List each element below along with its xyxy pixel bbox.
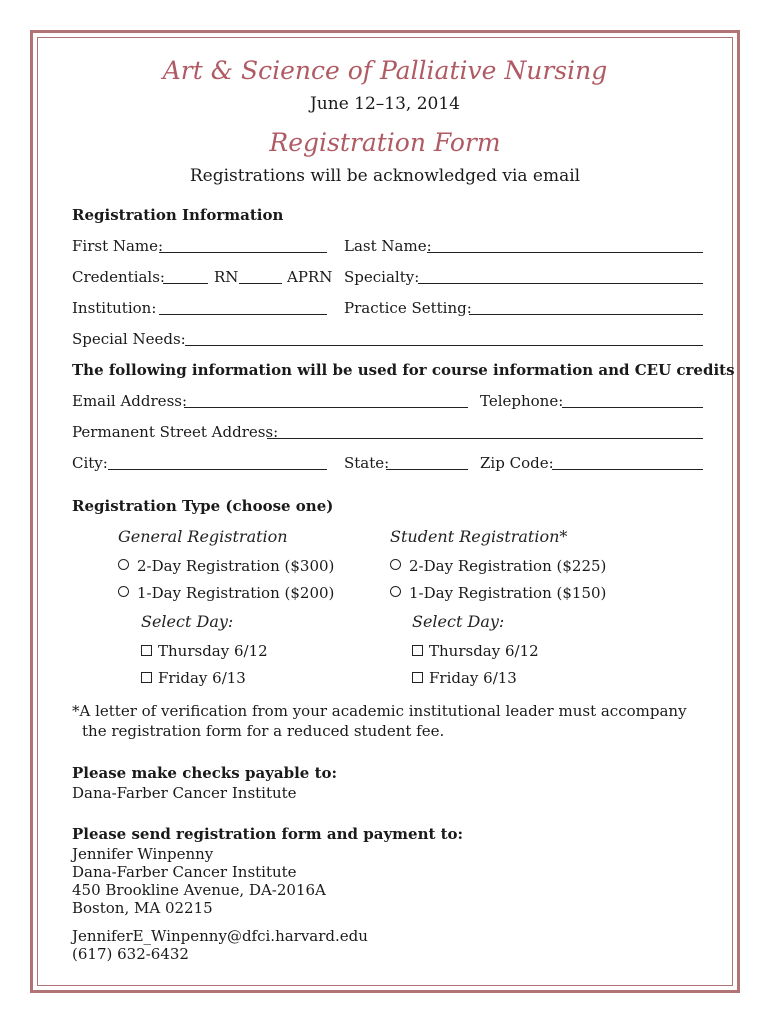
city-label: City:: [72, 454, 108, 472]
general-select-day-label: Select Day:: [141, 612, 234, 631]
practice-setting-label: Practice Setting:: [344, 299, 472, 317]
ceu-info-heading: The following information will be used for course information and CEU credits: [72, 361, 735, 379]
radio-icon[interactable]: [390, 559, 401, 570]
rn-label: RN: [214, 268, 239, 286]
state-label: State:: [344, 454, 390, 472]
payee-name: Dana-Farber Cancer Institute: [72, 784, 297, 802]
first-name-label: First Name:: [72, 237, 164, 255]
zip-label: Zip Code:: [480, 454, 554, 472]
checkbox-icon[interactable]: [412, 645, 423, 656]
general-friday-option[interactable]: Friday 6/13: [141, 669, 246, 687]
form-title: Registration Form: [269, 128, 501, 157]
payable-heading: Please make checks payable to:: [72, 764, 338, 782]
special-needs-label: Special Needs:: [72, 330, 186, 348]
event-title: Art & Science of Palliative Nursing: [162, 56, 608, 85]
checkbox-icon[interactable]: [141, 672, 152, 683]
recipient-street: 450 Brookline Avenue, DA-2016A: [72, 881, 326, 899]
practice-setting-field[interactable]: [469, 314, 703, 315]
credentials-label: Credentials:: [72, 268, 165, 286]
student-thursday-option[interactable]: Thursday 6/12: [412, 642, 539, 660]
general-registration-title: General Registration: [118, 527, 288, 546]
send-to-heading: Please send registration form and payment to:: [72, 825, 464, 843]
recipient-org: Dana-Farber Cancer Institute: [72, 863, 297, 881]
registration-info-heading: Registration Information: [72, 206, 284, 224]
student-note-line2: the registration form for a reduced student fee.: [82, 722, 445, 740]
specialty-label: Specialty:: [344, 268, 420, 286]
zip-field[interactable]: [552, 469, 703, 470]
general-1day-option[interactable]: 1-Day Registration ($200): [118, 584, 334, 602]
radio-icon[interactable]: [118, 559, 129, 570]
city-field[interactable]: [108, 469, 327, 470]
student-1day-option[interactable]: 1-Day Registration ($150): [390, 584, 606, 602]
general-thursday-option[interactable]: Thursday 6/12: [141, 642, 268, 660]
general-2day-option[interactable]: 2-Day Registration ($300): [118, 557, 334, 575]
institution-label: Institution:: [72, 299, 157, 317]
last-name-field[interactable]: [427, 252, 703, 253]
aprn-credential-field[interactable]: [239, 283, 282, 284]
checkbox-icon[interactable]: [141, 645, 152, 656]
specialty-field[interactable]: [418, 283, 703, 284]
email-field[interactable]: [184, 407, 468, 408]
state-field[interactable]: [386, 469, 468, 470]
radio-icon[interactable]: [390, 586, 401, 597]
street-address-label: Permanent Street Address:: [72, 423, 279, 441]
last-name-label: Last Name:: [344, 237, 432, 255]
event-dates: June 12–13, 2014: [309, 94, 460, 114]
student-select-day-label: Select Day:: [412, 612, 505, 631]
email-label: Email Address:: [72, 392, 188, 410]
street-address-field[interactable]: [267, 438, 703, 439]
student-registration-title: Student Registration*: [390, 527, 568, 546]
telephone-label: Telephone:: [480, 392, 564, 410]
special-needs-field[interactable]: [185, 345, 703, 346]
student-2day-option[interactable]: 2-Day Registration ($225): [390, 557, 606, 575]
recipient-name: Jennifer Winpenny: [72, 845, 214, 863]
acknowledgement-text: Registrations will be acknowledged via email: [189, 166, 581, 186]
radio-icon[interactable]: [118, 586, 129, 597]
first-name-field[interactable]: [159, 252, 327, 253]
registration-type-heading: Registration Type (choose one): [72, 497, 334, 515]
aprn-label: APRN: [287, 268, 333, 286]
student-friday-option[interactable]: Friday 6/13: [412, 669, 517, 687]
recipient-city: Boston, MA 02215: [72, 899, 213, 917]
rn-credential-field[interactable]: [163, 283, 208, 284]
telephone-field[interactable]: [562, 407, 703, 408]
recipient-phone: (617) 632-6432: [72, 945, 189, 963]
checkbox-icon[interactable]: [412, 672, 423, 683]
student-note-line1: *A letter of verification from your academic institutional leader must accompany: [72, 702, 687, 720]
institution-field[interactable]: [159, 314, 327, 315]
recipient-email[interactable]: JenniferE_Winpenny@dfci.harvard.edu: [72, 927, 368, 945]
